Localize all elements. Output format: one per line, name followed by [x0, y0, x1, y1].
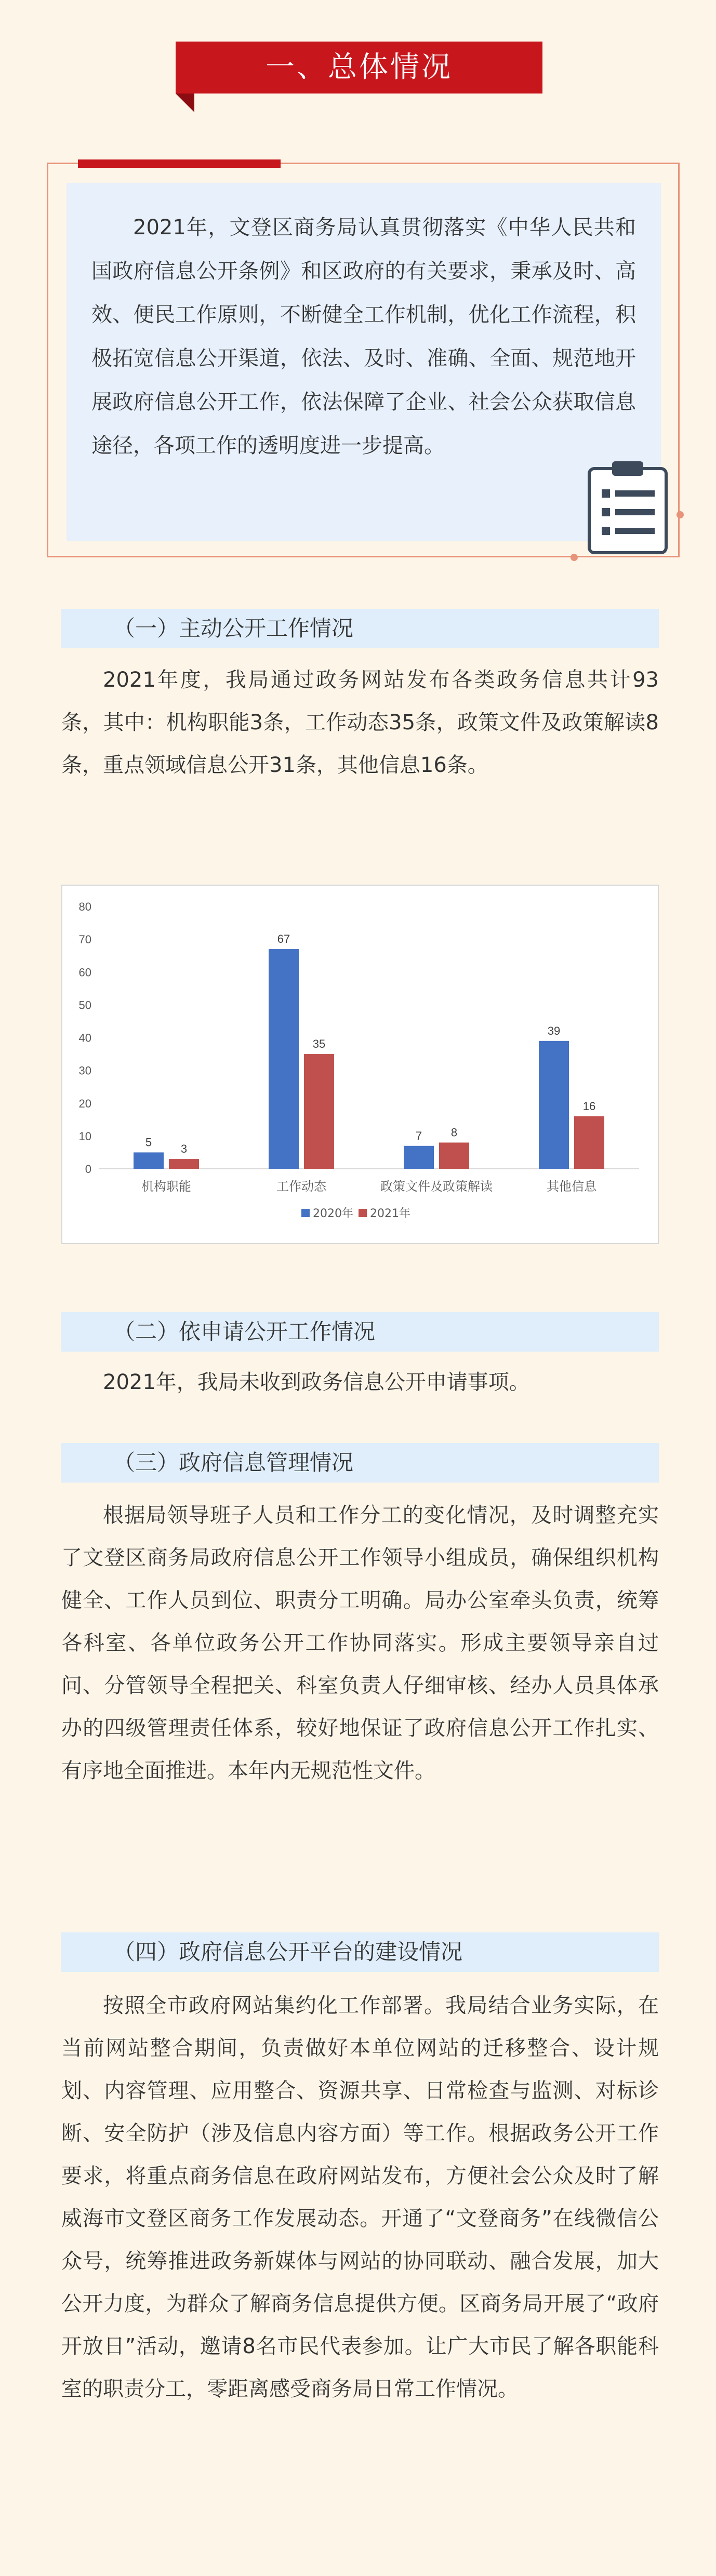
section-banner: 一、总体情况: [176, 42, 542, 94]
intro-box: [67, 183, 661, 541]
bar-2021: [574, 1116, 604, 1169]
chart-canvas: [62, 886, 658, 1243]
x-tick-label: 其他信息: [547, 1179, 596, 1194]
x-tick-label: 工作动态: [276, 1179, 326, 1194]
data-label: 5: [145, 1136, 152, 1149]
bar-2021: [439, 1143, 469, 1169]
data-label: 3: [180, 1142, 188, 1156]
section-heading-proactive: （一）主动公开工作情况: [61, 609, 659, 648]
y-tick-label: 40: [78, 1031, 91, 1045]
section-text-application: [61, 1361, 659, 1404]
bar-2021: [169, 1159, 199, 1169]
y-tick-label: 60: [78, 966, 91, 979]
y-tick-label: 20: [78, 1097, 91, 1110]
bar-2020: [539, 1041, 569, 1169]
paragraph: 2021年度，我局通过政务网站发布各类政务信息共计93条，其中：机构职能3条，工作动态35条，政策文件及政策解读8条，重点领域信息公开31条，其他信息16条。: [61, 668, 659, 777]
section-text-management: [61, 1494, 659, 1792]
paragraph: 根据局领导班子人员和工作分工的变化情况，及时调整充实了文登区商务局政府信息公开工作领导小组成员，确保组织机构健全、工作人员到位、职责分工明确。局办公室牵头负责，统筹各科室、各单位政务公开工作协同落实。形成主要领导亲自过问、分管领导全程把关、科室负责人仔细审核、经办人员具体承办的四级管理责任体系，较好地保证了政府信息公开工作扎实、有序地全面推进。本年内无规范性文件。: [61, 1503, 659, 1783]
section-heading-platform: （四）政府信息公开平台的建设情况: [61, 1932, 659, 1972]
y-tick-label: 70: [78, 933, 91, 946]
legend-swatch: [359, 1209, 367, 1217]
frame-dot: [677, 511, 684, 518]
banner-fold: [176, 94, 194, 112]
y-tick-label: 0: [85, 1163, 91, 1176]
paragraph: 按照全市政府网站集约化工作部署。我局结合业务实际，在当前网站整合期间，负责做好本单位网站的迁移整合、设计规划、内容管理、应用整合、资源共享、日常检查与监测、对标诊断、安全防护（涉及信息内容方面）等工作。根据政务公开工作要求，将重点商务信息在政府网站发布，方便社会公众及时了解威海市文登区商务工作发展动态。开通了“文登商务”在线微信公众号，统筹推进政务新媒体与网站的协同联动、融合发展，加大公开力度，为群众了解商务信息提供方便。区商务局开展了“政府开放日”活动，邀请8名市民代表参加。让广大市民了解各职能科室的职责分工，零距离感受商务局日常工作情况。: [61, 1994, 659, 2401]
clipboard-icon: [586, 457, 669, 556]
bar-2020: [134, 1152, 164, 1169]
y-tick-label: 10: [78, 1129, 91, 1143]
data-label: 39: [547, 1024, 561, 1037]
y-tick-label: 50: [78, 998, 91, 1012]
data-label: 8: [450, 1126, 458, 1139]
data-label: 16: [582, 1100, 596, 1113]
y-tick-label: 80: [78, 900, 91, 913]
intro-paragraph: 2021年，文登区商务局认真贯彻落实《中华人民共和国政府信息公开条例》和区政府的有关要求，秉承及时、高效、便民工作原则，不断健全工作机制，优化工作流程，积极拓宽信息公开渠道，依法、及时、准确、全面、规范地开展政府信息公开工作，依法保障了企业、社会公众获取信息途径，各项工作的透明度进一步提高。: [91, 216, 636, 458]
intro-accent-bar: [78, 159, 281, 168]
section-heading-application: （二）依申请公开工作情况: [61, 1312, 659, 1352]
section-text-proactive: [61, 659, 659, 786]
section-heading-management: （三）政府信息管理情况: [61, 1443, 659, 1483]
bar-chart: [61, 885, 659, 1244]
paragraph: 2021年，我局未收到政务信息公开申请事项。: [103, 1370, 530, 1394]
data-label: 7: [415, 1129, 422, 1142]
data-label: 35: [312, 1037, 326, 1051]
y-tick-label: 30: [78, 1064, 91, 1077]
frame-dot: [571, 554, 578, 561]
legend-label: 2020年: [313, 1207, 353, 1220]
bar-2020: [269, 949, 299, 1169]
x-tick-label: 机构职能: [141, 1179, 191, 1194]
legend-swatch: [301, 1209, 310, 1217]
data-label: 67: [277, 932, 290, 946]
legend-label: 2021年: [370, 1207, 410, 1220]
x-tick-label: 政策文件及政策解读: [380, 1179, 493, 1194]
bar-2020: [404, 1146, 434, 1169]
bar-2021: [304, 1054, 334, 1169]
section-text-platform: [61, 1984, 659, 2410]
